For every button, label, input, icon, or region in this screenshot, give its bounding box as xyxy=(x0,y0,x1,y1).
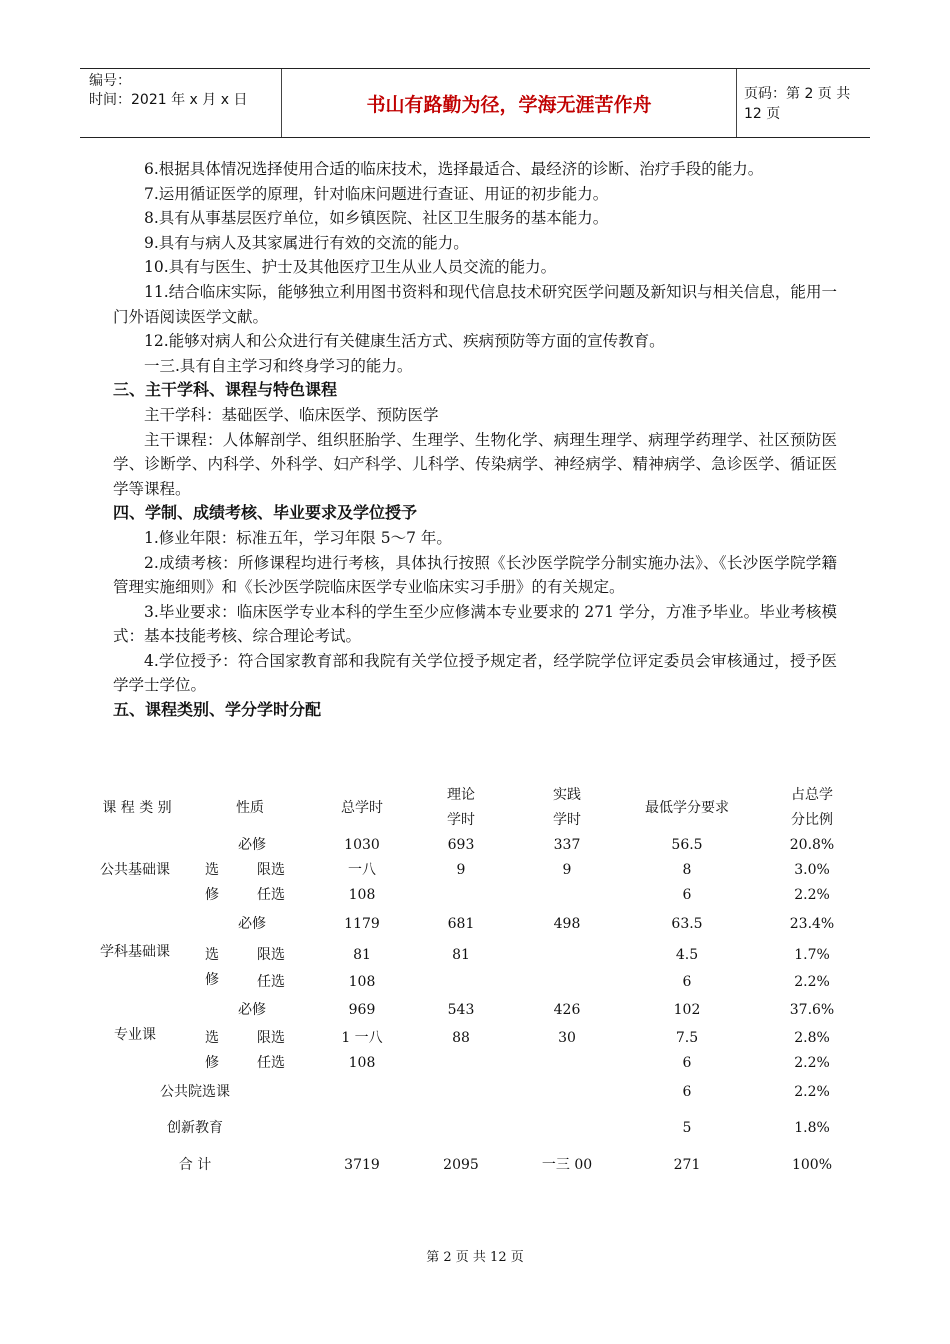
section-title: 五、课程类别、学分学时分配 xyxy=(113,700,322,720)
elective-label: 修 xyxy=(205,972,219,988)
ratio-cell: 37.6% xyxy=(789,1002,835,1018)
paragraph: 1.修业年限：标准五年，学习年限 5～7 年。 xyxy=(144,528,452,547)
credits-cell: 6 xyxy=(682,887,692,903)
paragraph: 3.毕业要求：临床医学专业本科的学生至少应修满本专业要求的 271 学分，方准予毕业。毕业考核模式：基本技能考核、综合理论考试。 xyxy=(113,602,837,646)
paragraph: 2.成绩考核：所修课程均进行考核，具体执行按照《长沙医学院学分制实施办法》、《长沙医学院学籍管理实施细则》和《长沙医学院临床医学专业临床实习手册》的有关规定。 xyxy=(113,553,837,597)
ratio-cell: 23.4% xyxy=(789,916,835,932)
section-title: 四、学制、成绩考核、毕业要求及学位授予 xyxy=(113,503,418,523)
theory-cell: 681 xyxy=(447,916,475,932)
paragraph: 主干学科：基础医学、临床医学、预防医学 xyxy=(144,405,439,424)
practice-cell: 30 xyxy=(558,1030,576,1046)
col-header-nature: 性质 xyxy=(236,800,264,816)
elective-label: 选 xyxy=(205,947,219,963)
col-header-category: 课 程 类 别 xyxy=(102,800,172,816)
total-label: 合 计 xyxy=(178,1157,212,1173)
col-header-ratio: 分比例 xyxy=(791,812,833,828)
col-header-min-credits: 最低学分要求 xyxy=(645,800,729,816)
ratio-cell: 20.8% xyxy=(789,837,835,853)
col-header-practice: 实践 xyxy=(553,787,581,803)
total-cell: 969 xyxy=(348,1002,376,1018)
paragraph: 10.具有与医生、护士及其他医疗卫生从业人员交流的能力。 xyxy=(144,258,557,277)
page-footer: 第 2 页 共 12 页 xyxy=(426,1250,524,1265)
elective-label: 修 xyxy=(205,887,219,903)
ratio-cell: 2.2% xyxy=(794,974,830,990)
theory-cell: 2095 xyxy=(443,1157,479,1173)
ratio-cell: 2.2% xyxy=(794,887,830,903)
paragraph: 主干课程：人体解剖学、组织胚胎学、生理学、生物化学、病理生理学、病理学药理学、社区预防医学、诊断学、内科学、外科学、妇产科学、儿科学、传染病学、神经病学、精神病学、急诊医学、循证医学等课程。 xyxy=(113,430,837,498)
practice-cell: 426 xyxy=(553,1002,581,1018)
total-cell: 3719 xyxy=(344,1157,380,1173)
ratio-cell: 1.8% xyxy=(794,1120,830,1136)
nature-cell: 必修 xyxy=(238,837,266,853)
category-label: 公共院选课 xyxy=(160,1084,230,1100)
elective-label: 修 xyxy=(205,1055,219,1071)
header-meta xyxy=(80,69,282,137)
paragraph: 9.具有与病人及其家属进行有效的交流的能力。 xyxy=(144,233,469,252)
category-label: 公共基础课 xyxy=(100,862,170,878)
page-header xyxy=(80,68,870,138)
credits-cell: 6 xyxy=(682,1084,692,1100)
total-cell: 1030 xyxy=(344,837,380,853)
total-cell: 1179 xyxy=(344,916,380,932)
credits-cell: 7.5 xyxy=(675,1030,699,1046)
nature-cell: 任选 xyxy=(257,1055,285,1071)
header-motto: 书山有路勤为径，学海无涯苦作舟 xyxy=(282,69,737,137)
col-header-ratio: 占总学 xyxy=(791,787,833,803)
category-label: 专业课 xyxy=(114,1027,156,1043)
theory-cell: 81 xyxy=(452,947,470,963)
total-cell: 108 xyxy=(348,1055,376,1071)
ratio-cell: 100% xyxy=(791,1157,833,1173)
document-body xyxy=(113,157,837,723)
paragraph: 7.运用循证医学的原理，针对临床问题进行查证、用证的初步能力。 xyxy=(144,184,609,203)
paragraph: 11.结合临床实际，能够独立利用图书资料和现代信息技术研究医学问题及新知识与相关信息，能用一门外语阅读医学文献。 xyxy=(113,282,837,326)
ratio-cell: 3.0% xyxy=(794,862,830,878)
ratio-cell: 1.7% xyxy=(794,947,830,963)
category-label: 学科基础课 xyxy=(100,944,170,960)
nature-cell: 任选 xyxy=(257,974,285,990)
credits-cell: 8 xyxy=(682,862,692,878)
elective-label: 选 xyxy=(205,1030,219,1046)
ratio-cell: 2.8% xyxy=(794,1030,830,1046)
col-header-practice: 学时 xyxy=(553,812,581,828)
credits-cell: 102 xyxy=(673,1002,701,1018)
paragraph: 6.根据具体情况选择使用合适的临床技术，选择最适合、最经济的诊断、治疗手段的能力。 xyxy=(144,160,764,178)
theory-cell: 543 xyxy=(447,1002,475,1018)
theory-cell: 88 xyxy=(452,1030,470,1046)
nature-cell: 限选 xyxy=(257,1030,285,1046)
credits-cell: 5 xyxy=(682,1120,692,1136)
total-cell: 81 xyxy=(353,947,371,963)
date-label: 时间：2021 年 x 月 x 日 xyxy=(89,92,248,108)
credits-cell: 4.5 xyxy=(675,947,699,963)
col-header-theory: 理论 xyxy=(447,787,475,803)
credits-cell: 6 xyxy=(682,974,692,990)
total-cell: 108 xyxy=(348,887,376,903)
header-page-info: 页码：第 2 页 共 12 页 xyxy=(744,86,851,122)
col-header-total: 总学时 xyxy=(341,800,383,816)
total-cell: 一八 xyxy=(348,862,376,878)
elective-label: 选 xyxy=(205,862,219,878)
credits-cell: 271 xyxy=(673,1157,701,1173)
category-label: 创新教育 xyxy=(167,1120,223,1136)
practice-cell: 9 xyxy=(562,862,572,878)
total-cell: 1 一八 xyxy=(341,1030,383,1046)
nature-cell: 任选 xyxy=(257,887,285,903)
credit-table xyxy=(80,780,870,1180)
theory-cell: 693 xyxy=(447,837,475,853)
paragraph: 4.学位授予：符合国家教育部和我院有关学位授予规定者，经学院学位评定委员会审核通过，授予医学学士学位。 xyxy=(113,651,837,695)
ratio-cell: 2.2% xyxy=(794,1084,830,1100)
col-header-theory: 学时 xyxy=(447,812,475,828)
practice-cell: 一三 00 xyxy=(541,1157,593,1173)
paragraph: 8.具有从事基层医疗单位，如乡镇医院、社区卫生服务的基本能力。 xyxy=(144,209,609,228)
nature-cell: 限选 xyxy=(257,947,285,963)
credits-cell: 56.5 xyxy=(671,837,703,853)
ratio-cell: 2.2% xyxy=(794,1055,830,1071)
nature-cell: 必修 xyxy=(238,916,266,932)
total-cell: 108 xyxy=(348,974,376,990)
nature-cell: 限选 xyxy=(257,862,285,878)
paragraph: 一三.具有自主学习和终身学习的能力。 xyxy=(144,356,413,375)
credits-cell: 6 xyxy=(682,1055,692,1071)
practice-cell: 498 xyxy=(553,916,581,932)
nature-cell: 必修 xyxy=(238,1002,266,1018)
credits-cell: 63.5 xyxy=(671,916,703,932)
code-label: 编号： xyxy=(89,73,131,89)
paragraph: 12.能够对病人和公众进行有关健康生活方式、疾病预防等方面的宣传教育。 xyxy=(144,332,665,351)
practice-cell: 337 xyxy=(553,837,581,853)
theory-cell: 9 xyxy=(456,862,466,878)
section-title: 三、主干学科、课程与特色课程 xyxy=(113,380,338,400)
